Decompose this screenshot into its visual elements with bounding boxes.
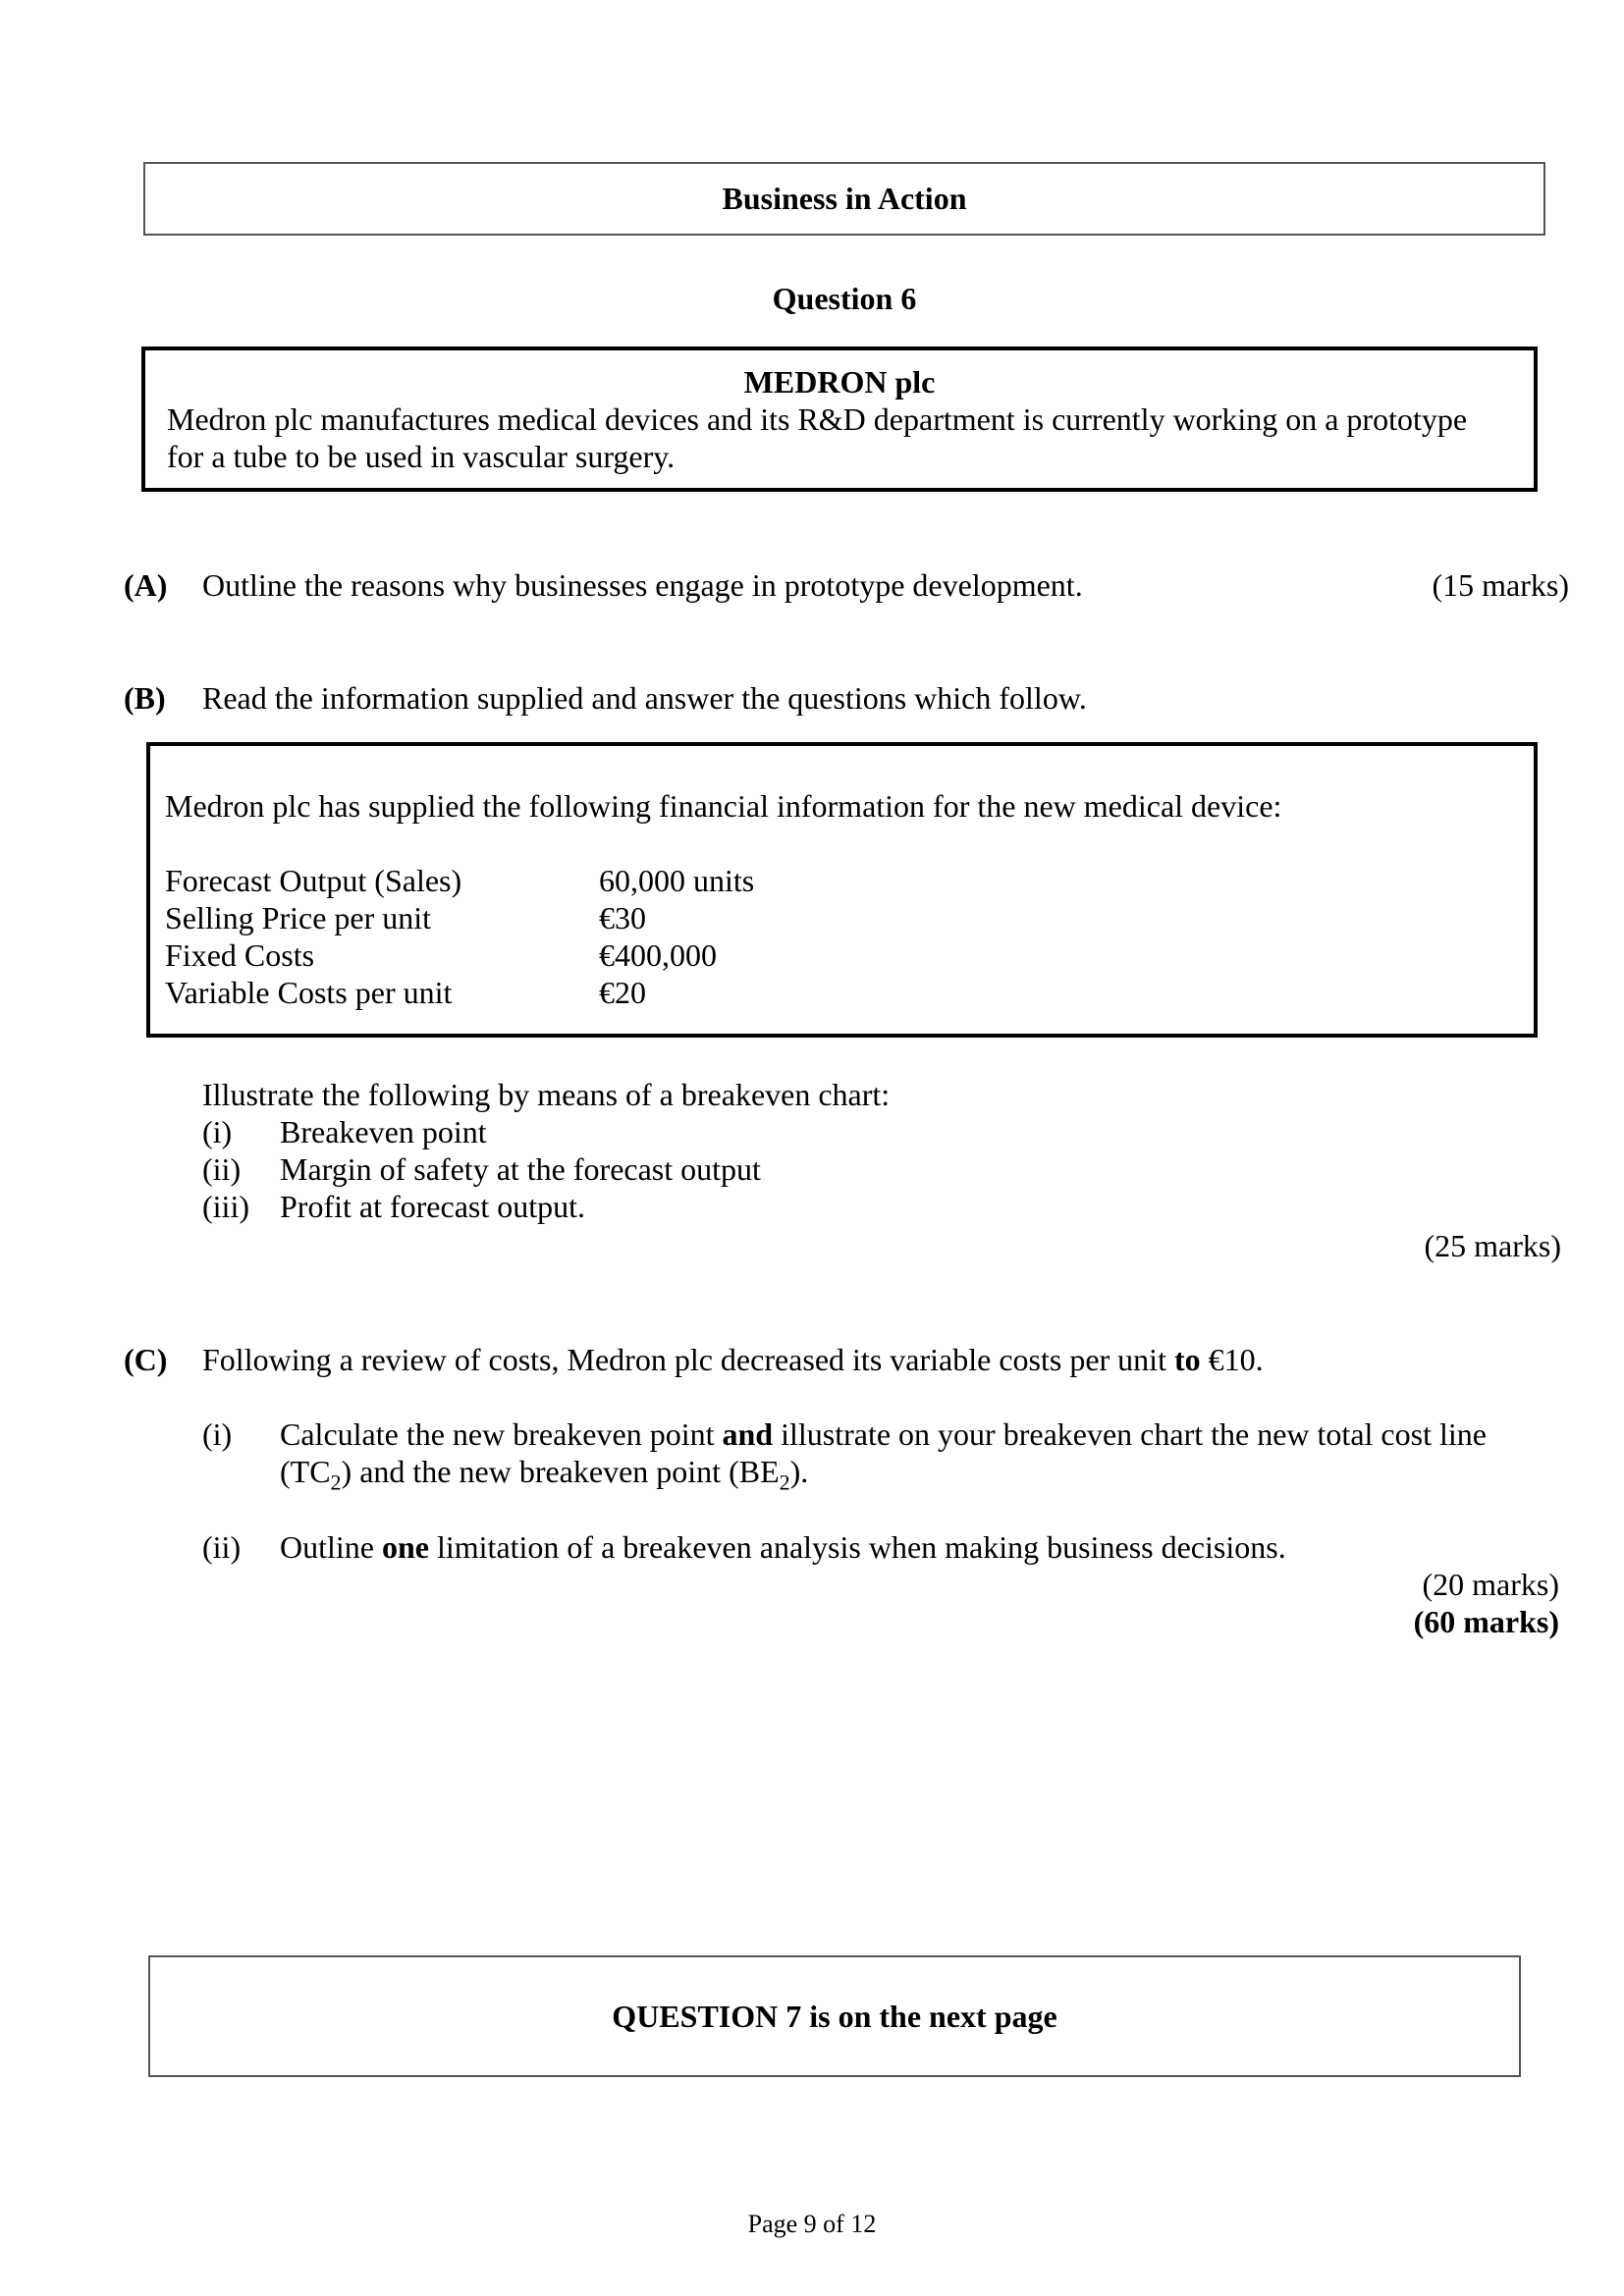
part-c-ii-text <box>280 1528 1286 1566</box>
part-c-text-bold: to <box>1173 1342 1201 1377</box>
part-c-i-line2-b: ) and the new breakeven point (BE <box>341 1454 780 1489</box>
part-c-i-num: (i) <box>202 1416 233 1452</box>
part-b-text: Read the information supplied and answer the questions which follow. <box>202 680 1087 716</box>
part-b-item-num: (i) <box>202 1114 233 1149</box>
part-b-label: (B) <box>124 680 166 716</box>
part-c-i-line2-a: (TC <box>280 1454 331 1489</box>
question-total-marks: (60 marks) <box>1413 1604 1559 1639</box>
section-title: Business in Action <box>722 181 967 216</box>
question-title: Question 6 <box>772 281 917 316</box>
part-a-marks: (15 marks) <box>1432 567 1569 603</box>
part-c-marks: (20 marks) <box>1422 1567 1559 1602</box>
next-page-box <box>148 1955 1521 2077</box>
part-c-i-line1 <box>280 1415 1487 1453</box>
part-b-item-text: Breakeven point <box>280 1114 487 1149</box>
case-line-2: for a tube to be used in vascular surgery. <box>167 439 676 474</box>
info-row-label: Forecast Output (Sales) <box>165 863 462 898</box>
part-c-i-line2 <box>280 1453 808 1501</box>
part-b-marks: (25 marks) <box>1424 1228 1561 1263</box>
part-b-instruction: Illustrate the following by means of a breakeven chart: <box>202 1077 891 1112</box>
part-c-text <box>202 1341 1264 1378</box>
subscript: 2 <box>779 1469 790 1495</box>
section-header-box <box>143 162 1545 236</box>
case-company: MEDRON plc <box>743 364 936 400</box>
info-row-value: €400,000 <box>599 937 717 973</box>
case-line-1: Medron plc manufactures medical devices and its R&D department is currently working on a prototype <box>167 401 1468 437</box>
info-row-value: €30 <box>599 900 646 935</box>
part-b-item-text: Margin of safety at the forecast output <box>280 1151 761 1187</box>
subscript: 2 <box>330 1469 342 1495</box>
part-c-ii-pre: Outline <box>280 1529 382 1565</box>
part-c-i-pre: Calculate the new breakeven point <box>280 1416 723 1452</box>
part-b-item-num: (ii) <box>202 1151 242 1187</box>
part-c-i-post: illustrate on your breakeven chart the new total cost line <box>773 1416 1487 1452</box>
financial-info-box <box>146 742 1538 1038</box>
part-c-ii-num: (ii) <box>202 1529 242 1565</box>
case-box <box>141 347 1538 492</box>
info-row-label: Selling Price per unit <box>165 900 432 935</box>
part-a-label: (A) <box>124 567 168 603</box>
part-a-text: Outline the reasons why businesses engage in prototype development. <box>202 567 1083 603</box>
next-page-notice: QUESTION 7 is on the next page <box>612 1999 1057 2034</box>
part-b-item-text: Profit at forecast output. <box>280 1189 586 1224</box>
part-c-i-line2-c: ). <box>789 1454 809 1489</box>
part-c-ii-bold: one <box>381 1529 429 1565</box>
page-number: Page 9 of 12 <box>747 2210 877 2238</box>
financial-info-intro: Medron plc has supplied the following financial information for the new medical device: <box>165 788 1282 824</box>
info-row-label: Variable Costs per unit <box>165 975 453 1010</box>
part-c-i-bold: and <box>722 1416 774 1452</box>
info-row-value: €20 <box>599 975 646 1010</box>
info-row-label: Fixed Costs <box>165 937 315 973</box>
part-c-text-pre: Following a review of costs, Medron plc decreased its variable costs per unit <box>202 1342 1174 1377</box>
part-c-label: (C) <box>124 1342 168 1377</box>
part-c-ii-post: limitation of a breakeven analysis when making business decisions. <box>428 1529 1286 1565</box>
part-c-text-post: €10. <box>1200 1342 1264 1377</box>
part-b-item-num: (iii) <box>202 1189 249 1224</box>
info-row-value: 60,000 units <box>599 863 755 898</box>
